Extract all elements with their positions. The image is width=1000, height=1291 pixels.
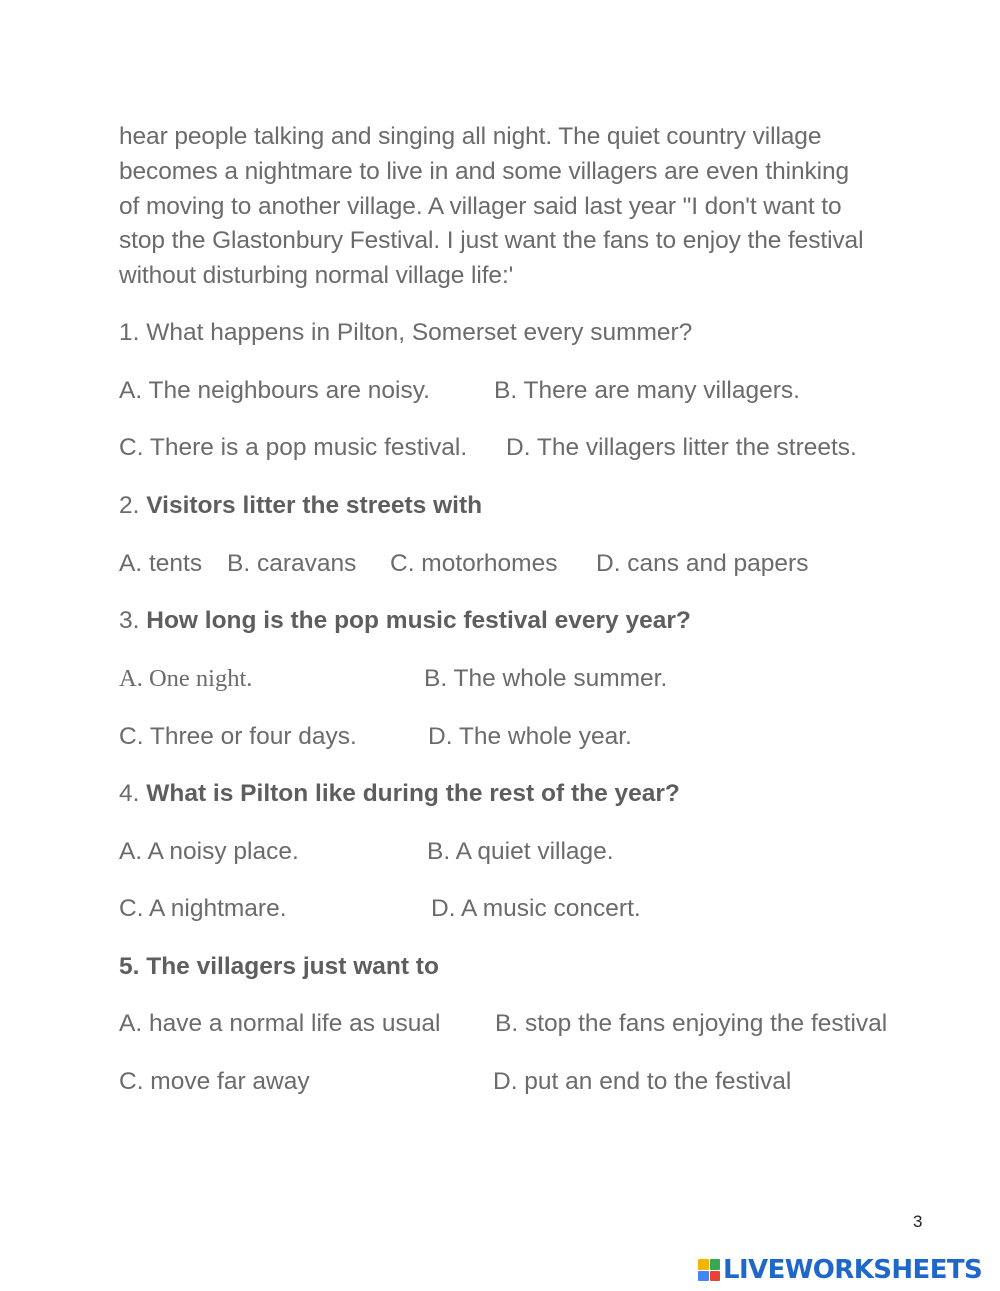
question-number: 4.: [119, 780, 140, 807]
question-text: 5. The villagers just want to: [119, 953, 439, 980]
question-text: How long is the pop music festival every year?: [146, 607, 691, 634]
liveworksheets-logo-icon: [698, 1259, 720, 1281]
question-text: What is Pilton like during the rest of the year?: [146, 780, 680, 807]
logo-square: [698, 1271, 709, 1282]
question-text: What happens in Pilton, Somerset every summer?: [146, 319, 693, 346]
option-d[interactable]: D. cans and papers: [596, 550, 809, 577]
question-5: [119, 952, 439, 982]
passage-text: [119, 120, 939, 294]
liveworksheets-logo[interactable]: [698, 1255, 982, 1285]
option-c[interactable]: C. There is a pop music festival.: [119, 434, 468, 461]
option-b[interactable]: B. caravans: [227, 550, 357, 577]
question-4: [119, 779, 680, 809]
logo-square: [698, 1259, 709, 1270]
option-a[interactable]: A. have a normal life as usual: [119, 1010, 441, 1037]
option-c[interactable]: C. Three or four days.: [119, 723, 357, 750]
question-3: [119, 606, 691, 636]
option-b[interactable]: B. The whole summer.: [424, 665, 668, 692]
option-a[interactable]: A. tents: [119, 550, 203, 577]
page-number: 3: [913, 1212, 923, 1231]
passage-line: of moving to another village. A villager said last year "I don't want to: [119, 192, 842, 220]
option-d[interactable]: D. A music concert.: [431, 895, 641, 922]
option-b[interactable]: B. A quiet village.: [427, 838, 614, 865]
option-b[interactable]: B. There are many villagers.: [494, 377, 800, 404]
option-d[interactable]: D. The whole year.: [428, 723, 632, 750]
question-1: [119, 318, 692, 348]
brand-name: LIVEWORKSHEETS: [723, 1255, 983, 1285]
question-2: [119, 491, 482, 521]
question-number: 1.: [119, 319, 140, 346]
option-a[interactable]: A. The neighbours are noisy.: [119, 377, 430, 404]
option-c[interactable]: C. move far away: [119, 1068, 310, 1095]
logo-square: [710, 1259, 721, 1270]
logo-square: [710, 1271, 721, 1282]
question-number: 2.: [119, 492, 140, 519]
option-d[interactable]: D. put an end to the festival: [493, 1068, 792, 1095]
option-b[interactable]: B. stop the fans enjoying the festival: [495, 1010, 888, 1037]
option-d[interactable]: D. The villagers litter the streets.: [506, 434, 857, 461]
passage-line: becomes a nightmare to live in and some villagers are even thinking: [119, 157, 850, 185]
question-number: 3.: [119, 607, 140, 634]
passage-line: without disturbing normal village life:': [119, 262, 514, 290]
option-c[interactable]: C. motorhomes: [390, 550, 558, 577]
passage-line: hear people talking and singing all night. The quiet country village: [119, 123, 822, 150]
option-a[interactable]: A. A noisy place.: [119, 838, 299, 865]
option-a[interactable]: A. One night.: [119, 665, 253, 692]
passage-line: stop the Glastonbury Festival. I just want the fans to enjoy the festival: [119, 227, 864, 255]
question-text: Visitors litter the streets with: [146, 492, 483, 519]
option-c[interactable]: C. A nightmare.: [119, 895, 287, 922]
